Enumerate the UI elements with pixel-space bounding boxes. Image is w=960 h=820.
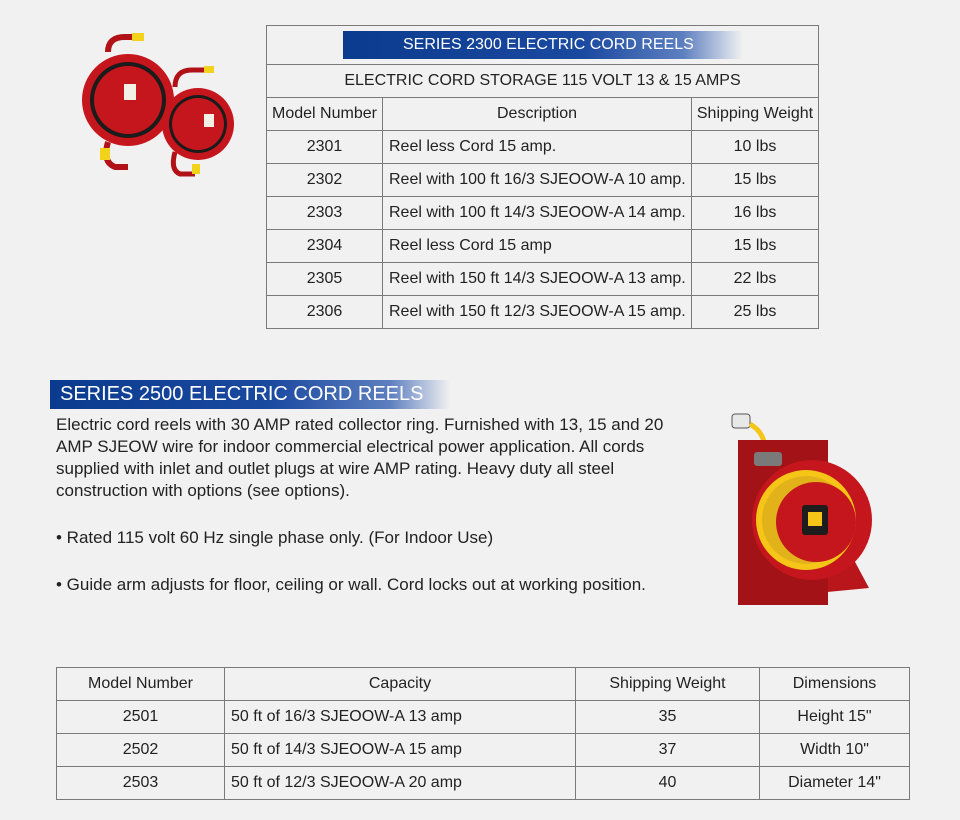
table-row — [57, 734, 910, 767]
dimensions-cell: Diameter 14" — [760, 767, 910, 800]
capacity-cell: 50 ft of 14/3 SJEOOW-A 15 amp — [225, 734, 576, 767]
header-model-number: Model Number — [267, 98, 383, 131]
weight-cell: 40 — [576, 767, 760, 800]
weight-cell: 22 lbs — [692, 263, 819, 296]
series-2500-description — [56, 414, 686, 621]
series-2300-title: SERIES 2300 ELECTRIC CORD REELS — [343, 31, 743, 59]
description-cell: Reel with 150 ft 12/3 SJEOOW-A 15 amp. — [383, 296, 692, 329]
table-row — [267, 296, 819, 329]
description-cell: Reel less Cord 15 amp. — [383, 131, 692, 164]
model-cell: 2502 — [57, 734, 225, 767]
bullet-voltage: • Rated 115 volt 60 Hz single phase only. (For Indoor Use) — [56, 528, 494, 547]
wall-mount-cord-reel-image — [724, 410, 874, 610]
table-row — [267, 230, 819, 263]
dimensions-cell: Width 10" — [760, 734, 910, 767]
header-capacity: Capacity — [225, 668, 576, 701]
header-dimensions: Dimensions — [760, 668, 910, 701]
model-cell: 2302 — [267, 164, 383, 197]
weight-cell: 25 lbs — [692, 296, 819, 329]
weight-cell: 10 lbs — [692, 131, 819, 164]
series-2300-title-cell — [267, 26, 819, 65]
table-row — [57, 701, 910, 734]
dimensions-cell: Height 15" — [760, 701, 910, 734]
portable-cord-reels-image — [80, 32, 240, 177]
weight-cell: 15 lbs — [692, 230, 819, 263]
header-model-number: Model Number — [57, 668, 225, 701]
model-cell: 2305 — [267, 263, 383, 296]
weight-cell: 37 — [576, 734, 760, 767]
capacity-cell: 50 ft of 16/3 SJEOOW-A 13 amp — [225, 701, 576, 734]
model-cell: 2301 — [267, 131, 383, 164]
header-description: Description — [383, 98, 692, 131]
weight-cell: 35 — [576, 701, 760, 734]
table-row — [57, 767, 910, 800]
series-2500-table — [56, 667, 910, 800]
model-cell: 2503 — [57, 767, 225, 800]
bullet-guide-arm: • Guide arm adjusts for floor, ceiling or wall. Cord locks out at working position. — [56, 575, 646, 594]
description-cell: Reel less Cord 15 amp — [383, 230, 692, 263]
description-cell: Reel with 150 ft 14/3 SJEOOW-A 13 amp. — [383, 263, 692, 296]
series-2300-table — [266, 25, 819, 329]
header-shipping-weight: Shipping Weight — [692, 98, 819, 131]
description-cell: Reel with 100 ft 16/3 SJEOOW-A 10 amp. — [383, 164, 692, 197]
series-2500-title: SERIES 2500 ELECTRIC CORD REELS — [50, 380, 450, 409]
weight-cell: 15 lbs — [692, 164, 819, 197]
table-row — [267, 263, 819, 296]
capacity-cell: 50 ft of 12/3 SJEOOW-A 20 amp — [225, 767, 576, 800]
description-cell: Reel with 100 ft 14/3 SJEOOW-A 14 amp. — [383, 197, 692, 230]
table-row — [267, 164, 819, 197]
model-cell: 2304 — [267, 230, 383, 263]
model-cell: 2306 — [267, 296, 383, 329]
weight-cell: 16 lbs — [692, 197, 819, 230]
series-2300-subtitle: ELECTRIC CORD STORAGE 115 VOLT 13 & 15 AMPS — [267, 65, 819, 98]
header-shipping-weight: Shipping Weight — [576, 668, 760, 701]
model-cell: 2501 — [57, 701, 225, 734]
table-row — [267, 131, 819, 164]
table-row — [267, 197, 819, 230]
description-paragraph: Electric cord reels with 30 AMP rated collector ring. Furnished with 13, 15 and 20 AMP SJEOW wire for indoor commercial electrical power application. All cords supplied with inlet and outlet plugs at wire AMP rating. Heavy duty all steel construction with options (see options). — [56, 415, 664, 500]
model-cell: 2303 — [267, 197, 383, 230]
